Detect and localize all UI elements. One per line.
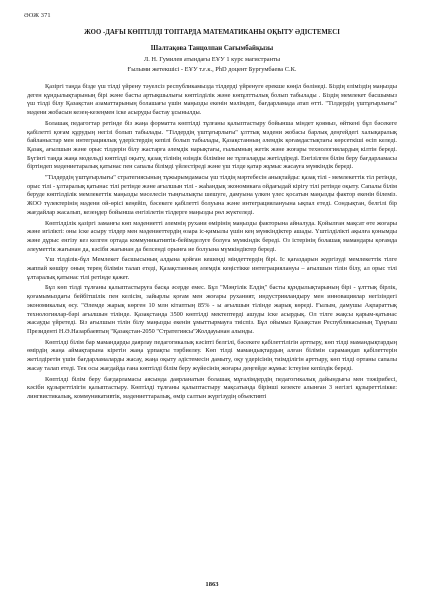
body-paragraph: Бұл көп тілді тұлғаны қалыптастыруға басқа әсерде емес. Бұл "Мәңгілік Елдің" басты құндылықтарының бірі - ұлттық бірлік, қоғамымыздағы бейбітшілік пен келісім, зайырлы қоғам мен жоғары руханият, индустрияландыру мен инновациялар негізіндегі экономикалық өсу. "Әлемде жарық көрген 10 млн кітаптың 85% - ы ағылшын тілінде жарық көреді. Ғылым, дамушы Ақпараттық технологиялар-бәрі ағылшын тілінде. Қазақстанда 3500 көптілді мектептерді ашуды іске асырдық. Ол тілге жақсы қарым-қатынас жасауды үйретеді. Біз ағылшын тілін білу маңызды екенін ұмыттырмауға тиіспіз. Бұл ойымыз Қазақстан Республикасының Тұңғыш Президенті Н.Ә.Назарбаевтың "Қазақстан-2050 "Стратегиясы"Жолдауынан алынды. <box>27 284 397 335</box>
body-paragraph: Көптілділік қазіргі заманғы көп мәдениетті әлемнің рухани өмірінің маңызды факторына айналуда. Қойылған мақсат өте жоғары және игілікті: оны іске асыру тілдер мен мәдениеттердің өзара іс-қимылы үшін кең мүмкіндіктер ашады. Үштілділікті ақылға қонымды және дұрыс енгізу кез келген ортада коммуникативтік-бейімделуге болуға мүмкіндік береді. Оз істерінің болашақ мамандары қоғамда әлеуметтік жағынан да, кәсіби жағынан да белсенді орынға ие болуына мүмкіндіктер береді. <box>27 219 397 253</box>
udc-code: ӘОЖ 371 <box>24 12 51 19</box>
author-name: Шалтақова Танцолпан Сағымбайқызы <box>150 45 274 52</box>
article-title: ЖОО -ДАҒЫ КӨПТІЛДІ ТОПТАРДА МАТЕМАТИКАНЫ ОҚЫТУ ӘДІСТЕМЕСІ <box>84 29 340 36</box>
body-paragraph: "Тілдердің үштұғырлығы" стратегиясының тұжырымдамасы үш тілдің мәртебесін анықтайды: қазақ тілі - мемлекеттік тіл ретінде, орыс тілі - ұлтаралық қатынас тілі ретінде және ағылшын тілі - жаһандық экономикаға ойдағыдай кірігу тілі ретінде оқыту. Сапалы білім беруде көптілділік мемлекеттік маңызды мәселесін тыңғылықты шешуге, дамуына үлкен үлес қосатын маңызды фактор екенін білеміз. ЖОО түлектерінің мәдени ой-өрісі кеңейіп, бәсекеге қабілетті болуына және интеграциялануына ықпал етеді. Сондықтан, белгілі бір жағдайлар жасалып, кезеңдер бойынша енгізілетін тілдерге маңызды рөл жүктеледі. <box>27 174 397 216</box>
body-paragraph: Үш тілділік-бұл Мемлекет басшысының алдына қойған кешенді міндеттердің бірі. Іс қағаздарын жүргізуді мемлекеттік тілге жаппай көшіру оның терең білімін талап етеді, Қазақстанның әлемдік кеңістікке интеграциялануы – ағылшын тілін білу, ал орыс тілі ұлтаралық қатынас тілі ретінде қажет. <box>27 256 397 281</box>
page-number: 1863 <box>205 581 219 588</box>
body-paragraph: Көптілді білім бар мамандарды даярлау педагогикалық кәсіпті белгілі, бәсекеге қабілеттілігін арттыру, көп тілді мамандықтардың өмірдің жаңа аймақтарына кіретін жаңа ұрпақты тәрбиелеу. Көп тілді мамандықтардың алған білімін сарамандап қабілеттерін жетілдіретін үшін бағдарламаларды жасау, жаңа оқыту әдістемесін дамыту, оқу үдерісінің тиімділігін арттыру, көп тілді ортаны сапалы жасау талап етеді. Тек осы жағдайда ғана көптілді білім беру жүйесінің жоғары деңгейде жұмыс істеуіне кепілдік береді. <box>27 338 397 372</box>
body-paragraph: Қазіргі таңда бізде үш тілді үйрену тәуелсіз республикамызда тілдерді үйренуге ерекше көңіл бөлінеді. Біздің еліміздің маңызды деген құндылықтарының бірі және басты артықшылығы көптілділік және көпұлттылық болып табылады . Біздің мемлекет басшымыз үш тілді білу Қазақстан азаматтарының болашағы үшін маңызды екенін мәлімдеп, бағдарламада атап өтті. "Тілдердің үштұғырлығы" мәдени жобасын кезең-кезеңмен іске асыруды бастау ұсынылды. <box>27 83 397 117</box>
author-affiliation: Л. Н. Гумилев атындағы ЕҰУ 1 курс магистранты <box>143 56 281 63</box>
body-paragraph: Көптілді білім беру бағдарламасы аясында даярланатын болашақ мұғалімдердің педагогикалық дайындығы мен тәжірибесі, кәсіби құзыреттілігін қалыптастыру. Көптілді тұлғаны қалыптастыру мақсатында бірінші кезекте алынған 3 негізгі құзыреттілікке: лингвистикалық, коммуникативтік, мәдениеттаралық, өмір салтын жүргізудің объективті <box>27 375 397 400</box>
body-paragraph: Болашақ педагогтар ретінде біз жаңа форматта көптілді тұлғаны қалыптастыру бойынша міндет қоямыз, өйткені бұл бәсекеге қабілетті қоғам құрудың негізі болып табылады. "Тілдердің үштұғырлығы" ұлттық мәдени жобасы барлық деңгейдегі халықаралық байланыстар мен интеграциялық үдерістердің кепілі болып табылады, Қазақстанның әлемдік қоғамдастықтағы көрсеткіші өсіп келеді. Қазақ, ағылшын және орыс тілдерін білу жастарға әлемдік нарықтағы, ғылымның жетік және жоғары технологиялардың кілтін береді. Бүгінгі таңда жаңа модельді көптілді оқыту, қазақ тілінің өзіндік біліміне ие тұлғаларды жетілдіреді. Енгізілген білім беру бағдарламасы біртіндеп мәдениетаралық қатынас пен сапалы білімді үйлестіреді және үш тілде қатар жұмыс жасауға мүмкіндік береді. <box>27 119 397 171</box>
article-body <box>27 83 397 404</box>
supervisor-affiliation: Ғылыми жетекшісі - ЕҰУ т.ғ.к., PhD доцент Бургумбаева С.К. <box>127 66 297 73</box>
